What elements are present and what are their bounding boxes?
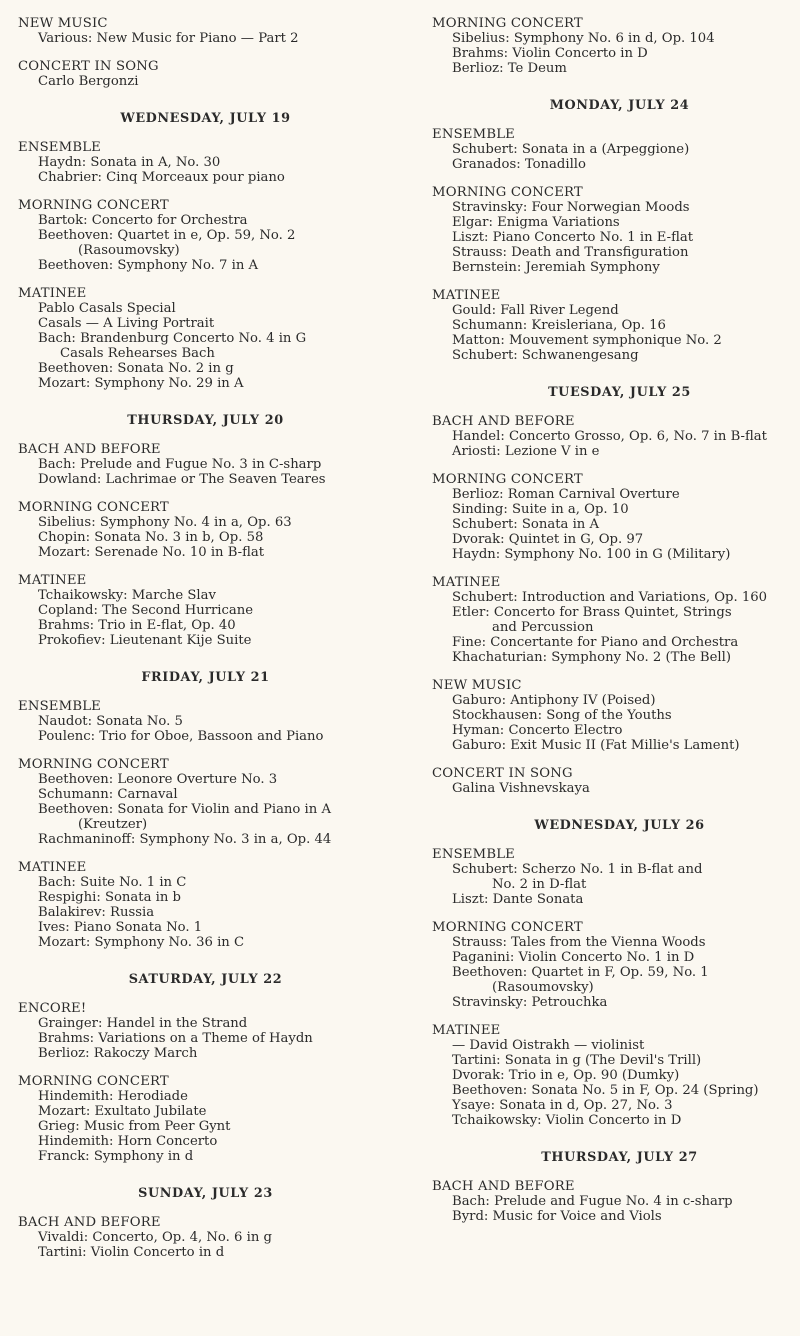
- program-item: [38, 890, 393, 905]
- program-item: [38, 170, 393, 185]
- program-item-text: Mozart: Serenade No. 10 in B-flat: [38, 545, 265, 560]
- program-title: ENSEMBLE: [18, 699, 102, 714]
- day-heading: SUNDAY, JULY 23: [138, 1186, 273, 1201]
- program-item: [38, 714, 393, 729]
- program-list: [18, 1089, 393, 1164]
- program-item-text: Beethoven: Sonata No. 2 in g: [38, 361, 234, 376]
- program-item-text: Galina Vishnevskaya: [452, 781, 590, 796]
- schedule-column-right: [432, 16, 800, 1237]
- program-item-text: Mozart: Symphony No. 29 in A: [38, 376, 244, 391]
- program-item-text: Ysaye: Sonata in d, Op. 27, No. 3: [452, 1098, 673, 1113]
- program-item-text: Tchaikowsky: Violin Concerto in D: [452, 1113, 682, 1128]
- program-title: MORNING CONCERT: [18, 500, 169, 515]
- program-item-text: Bernstein: Jeremiah Symphony: [452, 260, 660, 275]
- program-item-text: Ives: Piano Sonata No. 1: [38, 920, 203, 935]
- program-item: [452, 995, 800, 1010]
- program-item-text: Pablo Casals Special: [38, 301, 176, 316]
- program-list: [432, 487, 800, 562]
- program-item: [38, 457, 393, 472]
- program-list: [18, 213, 393, 273]
- program-item-text: Tartini: Sonata in g (The Devil's Trill): [452, 1053, 702, 1068]
- program-item: [452, 650, 800, 665]
- program-item: [452, 590, 800, 605]
- program-item-text: Casals — A Living Portrait: [38, 316, 215, 331]
- program-item-text: Prokofiev: Lieutenant Kije Suite: [38, 633, 252, 648]
- program-list: [432, 1194, 800, 1224]
- program-item: [38, 346, 393, 361]
- program-block: [432, 1023, 800, 1128]
- program-title: BACH AND BEFORE: [18, 1215, 161, 1230]
- program-list: [18, 301, 393, 391]
- program-title: MATINEE: [18, 860, 87, 875]
- program-item-text: Liszt: Dante Sonata: [452, 892, 584, 907]
- program-title: CONCERT IN SONG: [18, 59, 159, 74]
- program-item-text: Bartok: Concerto for Orchestra: [38, 213, 248, 228]
- program-title: BACH AND BEFORE: [18, 442, 161, 457]
- program-block: [432, 575, 800, 665]
- program-item-text: Sinding: Suite in a, Op. 10: [452, 502, 629, 517]
- program-item: [452, 31, 800, 46]
- program-title: MORNING CONCERT: [18, 757, 169, 772]
- program-item: [38, 155, 393, 170]
- program-item-text: Schubert: Sonata in A: [452, 517, 600, 532]
- program-list: [432, 590, 800, 665]
- program-item-text: Chopin: Sonata No. 3 in b, Op. 58: [38, 530, 264, 545]
- program-item: [38, 1119, 393, 1134]
- program-item: [38, 920, 393, 935]
- program-item-text: Schumann: Carnaval: [38, 787, 178, 802]
- program-item: [452, 1083, 800, 1098]
- program-item: [38, 1016, 393, 1031]
- program-item: [452, 245, 800, 260]
- program-block: [18, 59, 393, 89]
- program-item: [452, 738, 800, 753]
- program-block: [432, 288, 800, 363]
- program-block: [432, 847, 800, 907]
- program-item-text: Matton: Mouvement symphonique No. 2: [452, 333, 722, 348]
- program-item: [38, 331, 393, 346]
- program-block: [432, 127, 800, 172]
- day-heading: MONDAY, JULY 24: [549, 98, 690, 113]
- program-block: [18, 442, 393, 487]
- program-item: [452, 781, 800, 796]
- program-item: [38, 832, 393, 847]
- program-item-text: Brahms: Violin Concerto in D: [452, 46, 648, 61]
- program-block: [18, 699, 393, 744]
- program-item-text: Chabrier: Cinq Morceaux pour piano: [38, 170, 285, 185]
- program-title: CONCERT IN SONG: [432, 766, 573, 781]
- program-item: [452, 429, 800, 444]
- program-list: [18, 457, 393, 487]
- program-item: [38, 1149, 393, 1164]
- program-item: [38, 228, 393, 258]
- program-list: [432, 1038, 800, 1128]
- program-title: MORNING CONCERT: [18, 1074, 169, 1089]
- program-item-text: Mozart: Symphony No. 36 in C: [38, 935, 245, 950]
- program-item-text: Gould: Fall River Legend: [452, 303, 619, 318]
- program-item-text: Respighi: Sonata in b: [38, 890, 181, 905]
- program-item: [38, 1245, 393, 1260]
- program-item-text: Berlioz: Rakoczy March: [38, 1046, 198, 1061]
- program-item-text: Beethoven: Leonore Overture No. 3: [38, 772, 278, 787]
- program-list: [18, 31, 393, 46]
- program-item: [452, 517, 800, 532]
- program-item-text: Haydn: Sonata in A, No. 30: [38, 155, 221, 170]
- program-item: [38, 376, 393, 391]
- program-item-text: Etler: Concerto for Brass Quintet, Strings: [452, 605, 732, 620]
- program-block: [18, 286, 393, 391]
- program-block: [18, 860, 393, 950]
- program-block: [432, 1179, 800, 1224]
- program-title: MATINEE: [432, 1023, 501, 1038]
- program-item-text: Stravinsky: Petrouchka: [452, 995, 608, 1010]
- program-item-text: Elgar: Enigma Variations: [452, 215, 620, 230]
- program-item: [452, 502, 800, 517]
- program-item-text: Schubert: Introduction and Variations, Op. 160: [452, 590, 768, 605]
- program-block: [432, 766, 800, 796]
- program-item-text: Copland: The Second Hurricane: [38, 603, 254, 618]
- program-item: [452, 142, 800, 157]
- program-item: [452, 892, 800, 907]
- program-item-text: Poulenc: Trio for Oboe, Bassoon and Piano: [38, 729, 324, 744]
- program-item-text: Brahms: Variations on a Theme of Haydn: [38, 1031, 313, 1046]
- program-item: [452, 1038, 800, 1053]
- program-item: [38, 1134, 393, 1149]
- program-item-text: Schubert: Scherzo No. 1 in B-flat and: [452, 862, 703, 877]
- program-item: [452, 708, 800, 723]
- program-item-text: Beethoven: Quartet in e, Op. 59, No. 2: [38, 228, 296, 243]
- program-item: [452, 950, 800, 965]
- program-item-text: Schumann: Kreisleriana, Op. 16: [452, 318, 666, 333]
- program-item: [38, 213, 393, 228]
- program-item-text: Carlo Bergonzi: [38, 74, 139, 89]
- program-item: [38, 787, 393, 802]
- program-list: [18, 588, 393, 648]
- program-block: [432, 920, 800, 1010]
- day-heading: FRIDAY, JULY 21: [141, 670, 270, 685]
- program-item: [452, 723, 800, 738]
- program-item-text: Stravinsky: Four Norwegian Moods: [452, 200, 690, 215]
- program-title: MORNING CONCERT: [432, 185, 583, 200]
- program-item-text: Hyman: Concerto Electro: [452, 723, 623, 738]
- program-list: [432, 935, 800, 1010]
- program-title: MATINEE: [18, 286, 87, 301]
- program-item-text: Strauss: Death and Transfiguration: [452, 245, 689, 260]
- program-item-text: Hindemith: Herodiade: [38, 1089, 188, 1104]
- program-item-continuation: (Kreutzer): [78, 817, 148, 832]
- program-item-text: Berlioz: Roman Carnival Overture: [452, 487, 680, 502]
- program-item: [38, 875, 393, 890]
- program-list: [18, 1016, 393, 1061]
- program-item-text: Paganini: Violin Concerto No. 1 in D: [452, 950, 695, 965]
- program-list: [18, 875, 393, 950]
- program-item: [38, 802, 393, 832]
- program-title: ENSEMBLE: [432, 127, 516, 142]
- program-block: [432, 16, 800, 76]
- program-item: [38, 472, 393, 487]
- program-item: [452, 157, 800, 172]
- program-item: [38, 74, 393, 89]
- program-item-text: Beethoven: Sonata No. 5 in F, Op. 24 (Spring): [452, 1083, 759, 1098]
- program-item: [38, 1089, 393, 1104]
- program-title: NEW MUSIC: [18, 16, 108, 31]
- program-item: [38, 603, 393, 618]
- program-item: [452, 547, 800, 562]
- program-item: [452, 1053, 800, 1068]
- program-item-text: Grieg: Music from Peer Gynt: [38, 1119, 231, 1134]
- program-item: [452, 1194, 800, 1209]
- program-block: [432, 678, 800, 753]
- day-heading: TUESDAY, JULY 25: [548, 385, 691, 400]
- program-item: [38, 31, 393, 46]
- day-heading: WEDNESDAY, JULY 26: [534, 818, 705, 833]
- program-item-text: Tchaikowsky: Marche Slav: [38, 588, 216, 603]
- program-item: [38, 633, 393, 648]
- day-heading: WEDNESDAY, JULY 19: [120, 111, 291, 126]
- program-title: MORNING CONCERT: [432, 472, 583, 487]
- program-block: [18, 16, 393, 46]
- program-item: [452, 1098, 800, 1113]
- program-title: MATINEE: [18, 573, 87, 588]
- program-item: [38, 588, 393, 603]
- program-list: [432, 429, 800, 459]
- program-item: [452, 215, 800, 230]
- program-list: [18, 515, 393, 560]
- program-item: [452, 1209, 800, 1224]
- program-item-text: Bach: Brandenburg Concerto No. 4 in G: [38, 331, 307, 346]
- program-item-text: Beethoven: Symphony No. 7 in A: [38, 258, 259, 273]
- program-item-text: Gaburo: Antiphony IV (Poised): [452, 693, 656, 708]
- program-item-text: Brahms: Trio in E-flat, Op. 40: [38, 618, 236, 633]
- program-item: [452, 230, 800, 245]
- program-item-text: Ariosti: Lezione V in e: [452, 444, 600, 459]
- program-item: [38, 258, 393, 273]
- program-title: BACH AND BEFORE: [432, 414, 575, 429]
- program-list: [18, 772, 393, 847]
- program-title: MORNING CONCERT: [18, 198, 169, 213]
- program-block: [18, 198, 393, 273]
- program-item-text: Schubert: Schwanengesang: [452, 348, 639, 363]
- program-item-text: Beethoven: Sonata for Violin and Piano in A: [38, 802, 331, 817]
- program-item: [452, 965, 800, 995]
- program-item: [38, 545, 393, 560]
- program-list: [18, 74, 393, 89]
- program-item-text: Berlioz: Te Deum: [452, 61, 567, 76]
- program-item: [38, 1046, 393, 1061]
- program-item-text: Franck: Symphony in d: [38, 1149, 194, 1164]
- program-item-continuation: (Rasoumovsky): [492, 980, 594, 995]
- program-item: [452, 487, 800, 502]
- program-item-text: Beethoven: Quartet in F, Op. 59, No. 1: [452, 965, 709, 980]
- program-block: [18, 757, 393, 847]
- program-item-text: Dvorak: Trio in e, Op. 90 (Dumky): [452, 1068, 680, 1083]
- program-item-text: Gaburo: Exit Music II (Fat Millie's Lament): [452, 738, 740, 753]
- day-heading: SATURDAY, JULY 22: [128, 972, 283, 987]
- program-block: [432, 185, 800, 275]
- program-item-text: Grainger: Handel in the Strand: [38, 1016, 248, 1031]
- program-list: [18, 155, 393, 185]
- program-item-continuation: (Rasoumovsky): [78, 243, 180, 258]
- program-item: [38, 1104, 393, 1119]
- program-item-text: Byrd: Music for Voice and Viols: [452, 1209, 662, 1224]
- program-item: [452, 862, 800, 892]
- program-item-text: Dvorak: Quintet in G, Op. 97: [452, 532, 644, 547]
- program-item: [38, 361, 393, 376]
- program-item-text: Bach: Prelude and Fugue No. 4 in c-sharp: [452, 1194, 733, 1209]
- program-list: [432, 303, 800, 363]
- program-item: [452, 1113, 800, 1128]
- program-item-text: Haydn: Symphony No. 100 in G (Military): [452, 547, 731, 562]
- program-item: [452, 635, 800, 650]
- program-item-text: Casals Rehearses Bach: [60, 346, 215, 361]
- program-list: [432, 142, 800, 172]
- program-item: [452, 318, 800, 333]
- program-block: [18, 500, 393, 560]
- program-block: [432, 472, 800, 562]
- program-item-text: Schubert: Sonata in a (Arpeggione): [452, 142, 690, 157]
- program-item-text: Fine: Concertante for Piano and Orchestra: [452, 635, 739, 650]
- program-title: NEW MUSIC: [432, 678, 522, 693]
- program-block: [18, 1074, 393, 1164]
- program-item-text: Bach: Suite No. 1 in C: [38, 875, 187, 890]
- program-title: ENSEMBLE: [18, 140, 102, 155]
- program-item: [38, 935, 393, 950]
- program-title: MATINEE: [432, 575, 501, 590]
- program-title: BACH AND BEFORE: [432, 1179, 575, 1194]
- program-item-text: Balakirev: Russia: [38, 905, 155, 920]
- program-item: [452, 605, 800, 635]
- program-item: [452, 532, 800, 547]
- program-item: [452, 200, 800, 215]
- day-heading: THURSDAY, JULY 20: [127, 413, 284, 428]
- program-item: [452, 61, 800, 76]
- program-list: [432, 862, 800, 907]
- program-list: [432, 781, 800, 796]
- program-item: [38, 515, 393, 530]
- program-item: [38, 729, 393, 744]
- program-item-text: Hindemith: Horn Concerto: [38, 1134, 218, 1149]
- program-title: MORNING CONCERT: [432, 920, 583, 935]
- program-title: MORNING CONCERT: [432, 16, 583, 31]
- program-list: [18, 1230, 393, 1260]
- program-title: ENSEMBLE: [432, 847, 516, 862]
- program-item: [38, 316, 393, 331]
- program-item: [38, 301, 393, 316]
- program-item-text: Stockhausen: Song of the Youths: [452, 708, 672, 723]
- program-list: [432, 31, 800, 76]
- program-item-text: Naudot: Sonata No. 5: [38, 714, 183, 729]
- program-item-text: Vivaldi: Concerto, Op. 4, No. 6 in g: [38, 1230, 272, 1245]
- program-item: [452, 333, 800, 348]
- program-item-continuation: No. 2 in D-flat: [492, 877, 587, 892]
- day-heading: THURSDAY, JULY 27: [541, 1150, 698, 1165]
- program-item-text: Khachaturian: Symphony No. 2 (The Bell): [452, 650, 731, 665]
- program-title: ENCORE!: [18, 1001, 87, 1016]
- program-item-text: Liszt: Piano Concerto No. 1 in E-flat: [452, 230, 694, 245]
- program-item: [452, 935, 800, 950]
- program-item-text: Various: New Music for Piano — Part 2: [38, 31, 299, 46]
- program-item: [38, 772, 393, 787]
- program-item: [452, 444, 800, 459]
- program-list: [18, 714, 393, 744]
- program-item: [38, 530, 393, 545]
- program-item: [452, 693, 800, 708]
- program-item: [38, 1031, 393, 1046]
- program-item-text: Granados: Tonadillo: [452, 157, 586, 172]
- program-block: [18, 140, 393, 185]
- program-item: [452, 260, 800, 275]
- program-item-text: Dowland: Lachrimae or The Seaven Teares: [38, 472, 326, 487]
- program-item-text: Strauss: Tales from the Vienna Woods: [452, 935, 706, 950]
- program-list: [432, 693, 800, 753]
- program-title: MATINEE: [432, 288, 501, 303]
- program-item-text: Tartini: Violin Concerto in d: [38, 1245, 225, 1260]
- program-block: [18, 1215, 393, 1260]
- program-item-text: Bach: Prelude and Fugue No. 3 in C-sharp: [38, 457, 322, 472]
- program-item: [452, 46, 800, 61]
- program-item-text: Rachmaninoff: Symphony No. 3 in a, Op. 44: [38, 832, 332, 847]
- program-block: [432, 414, 800, 459]
- program-item: [38, 618, 393, 633]
- program-item: [452, 348, 800, 363]
- program-block: [18, 573, 393, 648]
- program-item-text: Mozart: Exultato Jubilate: [38, 1104, 207, 1119]
- program-item: [38, 905, 393, 920]
- program-item-continuation: and Percussion: [492, 620, 594, 635]
- program-item: [452, 303, 800, 318]
- program-block: [18, 1001, 393, 1061]
- program-item-text: Sibelius: Symphony No. 4 in a, Op. 63: [38, 515, 292, 530]
- program-item-text: — David Oistrakh — violinist: [452, 1038, 645, 1053]
- program-list: [432, 200, 800, 275]
- program-item-text: Handel: Concerto Grosso, Op. 6, No. 7 in B-flat: [452, 429, 767, 444]
- schedule-column-left: [18, 16, 393, 1273]
- program-item-text: Sibelius: Symphony No. 6 in d, Op. 104: [452, 31, 715, 46]
- program-item: [452, 1068, 800, 1083]
- program-item: [38, 1230, 393, 1245]
